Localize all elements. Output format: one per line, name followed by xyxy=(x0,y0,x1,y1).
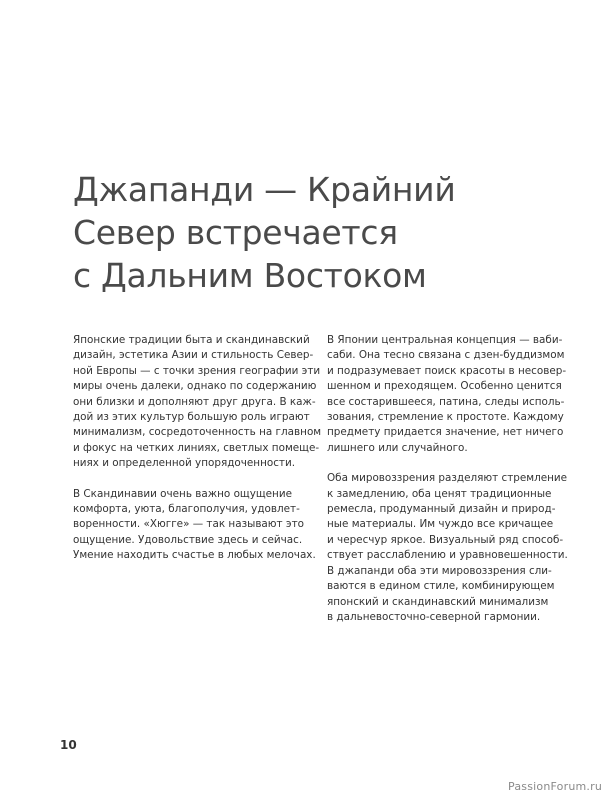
text-line: ремесла, продуманный дизайн и природ- xyxy=(327,503,556,516)
text-line: В Японии центральная концепция — ваби- xyxy=(327,334,563,346)
title-line: Север встречается xyxy=(73,213,398,252)
text-line: саби. Она тесно связана с дзен-буддизмом xyxy=(327,349,565,362)
text-line: ствует расслаблению и уравновешенности. xyxy=(327,549,568,562)
text-line: дой из этих культур большую роль играют xyxy=(73,411,310,424)
text-line: В Скандинавии очень важно ощущение xyxy=(73,487,292,500)
text-line: комфорта, уюта, благополучия, удовлет- xyxy=(73,503,300,516)
text-line: минимализм, сосредоточенность на главном xyxy=(73,426,322,439)
paragraph xyxy=(73,333,322,472)
text-line: к замедлению, оба ценят традиционные xyxy=(327,487,552,500)
title-line: Джапанди — Крайний xyxy=(73,170,456,209)
text-line: В джапанди оба эти мировоззрения сли- xyxy=(327,564,552,577)
text-line: все состарившееся, патина, следы исполь- xyxy=(327,395,565,408)
page-title xyxy=(73,168,543,297)
page-number: 10 xyxy=(60,738,77,752)
text-line: в дальневосточно-северной гармонии. xyxy=(327,610,541,623)
text-line: ной Европы — с точки зрения географии эти xyxy=(73,364,321,377)
text-line: воренности. «Хюгге» — так называют это xyxy=(73,518,305,531)
paragraph xyxy=(327,471,568,625)
text-line: и фокус на четких линиях, светлых помеще- xyxy=(73,441,320,454)
text-line: дизайн, эстетика Азии и стильность Север- xyxy=(73,349,314,362)
text-line: предмету придается значение, нет ничего xyxy=(327,426,564,439)
text-line: ваются в едином стиле, комбинирующем xyxy=(327,580,555,593)
text-line: и чересчур яркое. Визуальный ряд способ- xyxy=(327,533,564,546)
text-line: шенном и преходящем. Особенно ценится xyxy=(327,380,562,393)
text-line: ниях и определенной упорядоченности. xyxy=(73,457,296,470)
watermark: PassionForum.ru xyxy=(508,780,602,793)
text-line: Оба мировоззрения разделяют стремление xyxy=(327,472,568,485)
text-line: миры очень далеки, однако по содержанию xyxy=(73,380,317,393)
text-line: Японские традиции быта и скандинавский xyxy=(73,334,310,346)
text-line: японский и скандинавский минимализм xyxy=(327,595,549,608)
text-line: ощущение. Удовольствие здесь и сейчас. xyxy=(73,533,303,546)
text-line: и подразумевает поиск красоты в несовер- xyxy=(327,364,567,377)
text-line: они близки и дополняют друг друга. В каж- xyxy=(73,395,316,408)
left-text-column xyxy=(73,333,322,579)
paragraph xyxy=(327,333,567,456)
text-line: зования, стремление к простоте. Каждому xyxy=(327,411,564,424)
text-line: ные материалы. Им чуждо все кричащее xyxy=(327,518,554,531)
text-line: Умение находить счастье в любых мелочах. xyxy=(73,549,316,562)
title-line: с Дальним Востоком xyxy=(73,256,427,295)
right-text-column xyxy=(327,333,568,640)
paragraph xyxy=(73,487,316,564)
text-line: лишнего или случайного. xyxy=(327,441,468,454)
